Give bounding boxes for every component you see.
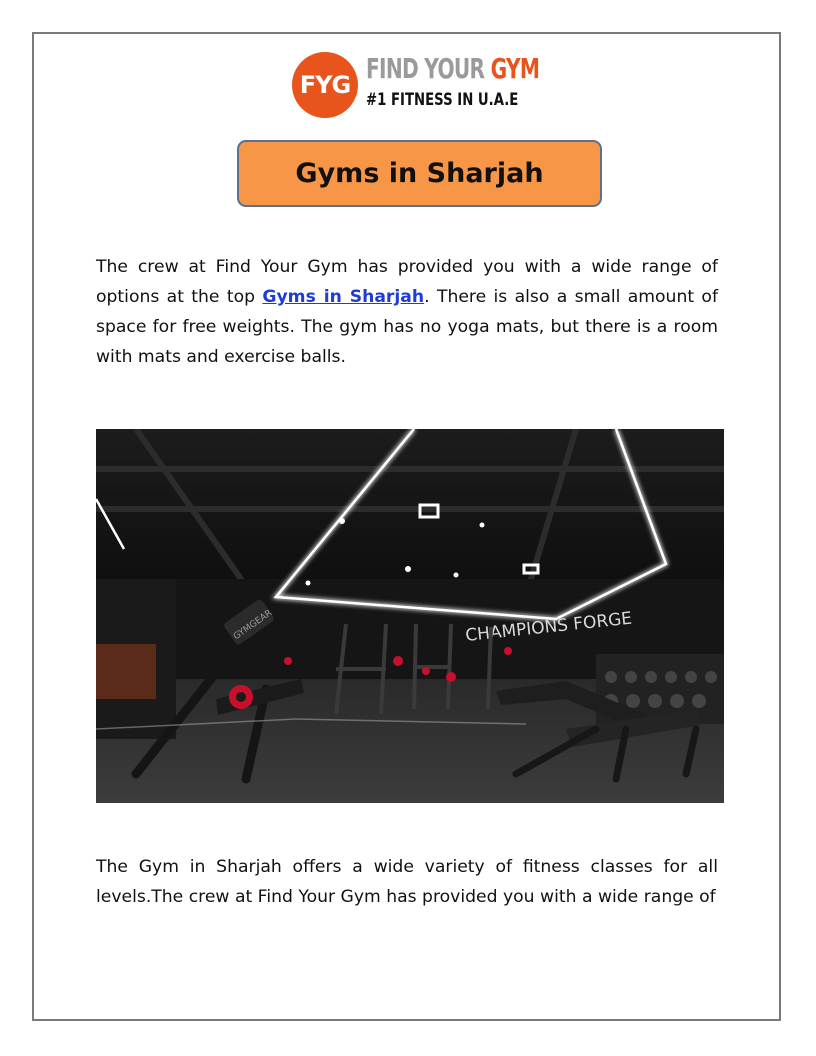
bench-brand: GYMGEAR <box>231 608 275 643</box>
logo-name-part1: FIND YOUR <box>366 52 485 85</box>
second-paragraph: The Gym in Sharjah offers a wide variety of fitness classes for all levels.The crew at Find Your Gym has provided you with a wide range of <box>96 857 718 907</box>
title-banner <box>237 140 602 207</box>
brand-logo <box>292 50 540 120</box>
page-title: Gyms in Sharjah <box>295 158 544 189</box>
gym-interior-illustration <box>96 429 724 803</box>
gyms-in-sharjah-link[interactable]: Gyms in Sharjah <box>262 287 425 307</box>
intro-paragraph <box>96 252 718 372</box>
logo-monogram: FYG <box>292 52 358 118</box>
logo-name-part2: GYM <box>490 52 540 85</box>
wall-sign: CHAMPIONS FORGE <box>464 608 634 646</box>
logo-tagline: #1 FITNESS IN U.A.E <box>366 90 519 110</box>
gym-photo <box>96 429 724 803</box>
intro-text-before: The crew at Find Your Gym has provided you with a wide range of options at the top <box>96 257 718 307</box>
intro-text-after: . There is also a small amount of space for free weights. The gym has no yoga mats, but there is a room with mats and exercise balls. <box>96 287 718 367</box>
logo-wordmark <box>366 52 539 85</box>
